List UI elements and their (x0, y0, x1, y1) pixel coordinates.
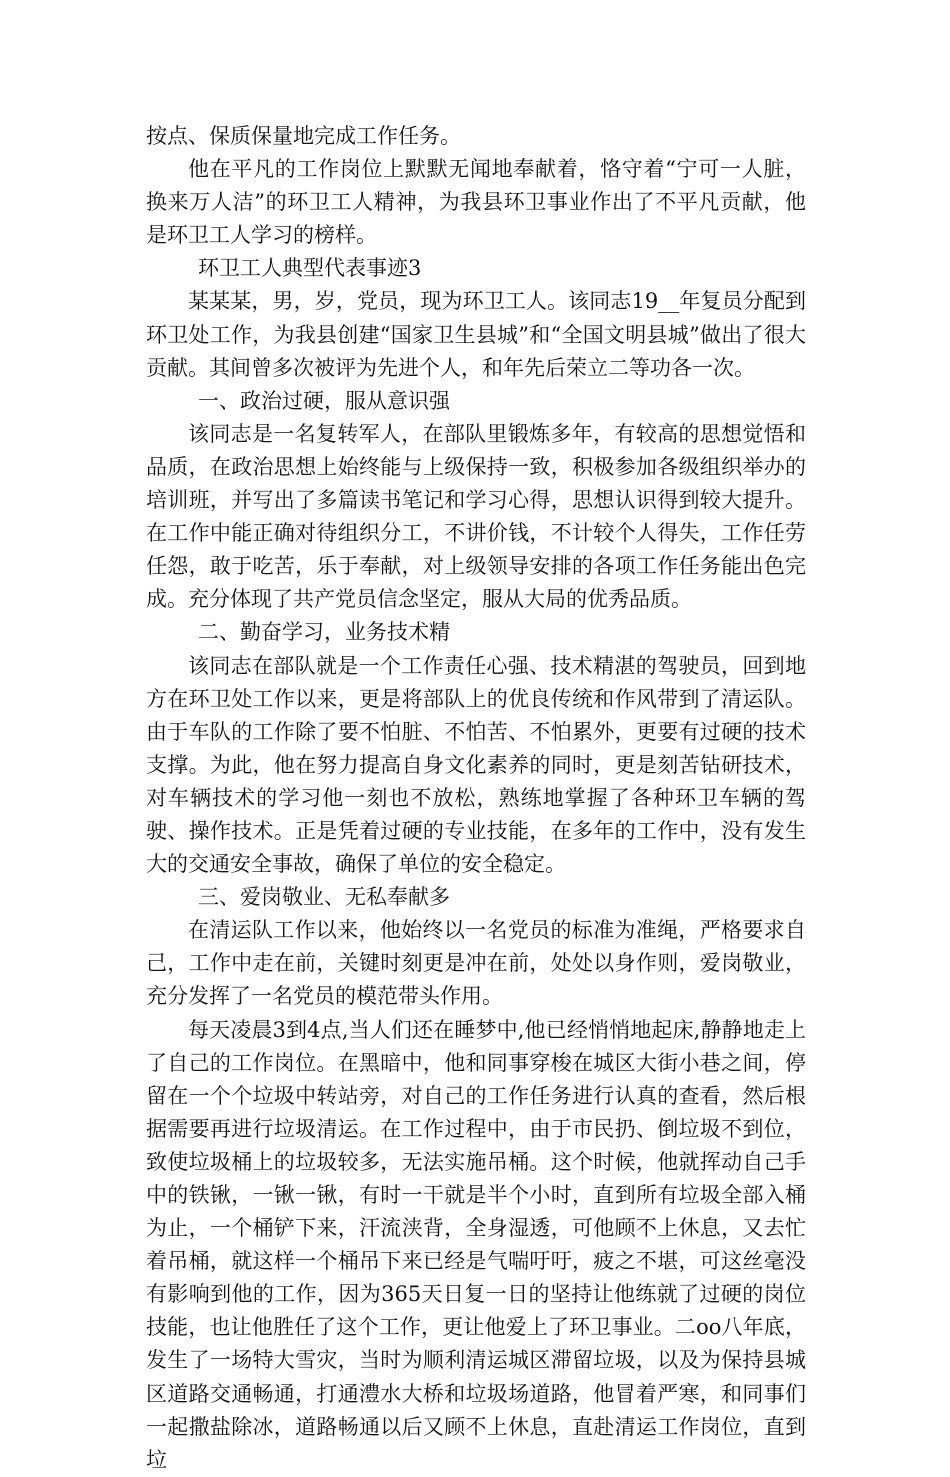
paragraph-role-model: 他在平凡的工作岗位上默默无闻地奉献着，恪守着“宁可一人脏，换来万人洁”的环卫工人精神，为我县环卫事业作出了不平凡贡献，他是环卫工人学习的榜样。 (146, 157, 806, 248)
paragraph-political: 该同志是一名复转军人，在部队里锻炼多年，有较高的思想觉悟和品质，在政治思想上始终能与上级保持一致，积极参加各级组织举办的培训班，并写出了多篇读书笔记和学习心得，思想认识得到较大提升。在工作中能正确对待组织分工，不讲价钱，不计较个人得失，工作任劳任怨，敢于吃苦，乐于奉献，对上级领导安排的各项工作任务能出色完成。充分体现了共产党员信念坚定，服从大局的优秀品质。 (146, 421, 806, 612)
document-body (146, 120, 806, 1477)
paragraph-study: 该同志在部队就是一个工作责任心强、技术精湛的驾驶员，回到地方在环卫处工作以来，更是将部队上的优良传统和作风带到了清运队。由于车队的工作除了要不怕脏、不怕苦、不怕累外，更要有过硬的技术支撑。为此，他在努力提高自身文化素养的同时，更是刻苦钻研技术，对车辆技术的学习他一刻也不放松，熟练地掌握了各种环卫车辆的驾驶、操作技术。正是凭着过硬的专业技能，在多年的工作中，没有发生大的交通安全事故，确保了单位的安全稳定。 (146, 653, 806, 877)
paragraph-profile: 某某某，男，岁，党员，现为环卫工人。该同志19__年复员分配到环卫处工作，为我县创建“国家卫生县城”和“全国文明县城”做出了很大贡献。其间曾多次被评为先进个人，和年先后荣立二等功各一次。 (146, 289, 806, 380)
heading-dedication: 三、爱岗敬业、无私奉献多 (198, 885, 450, 910)
heading-study: 二、勤奋学习，业务技术精 (198, 620, 450, 645)
paragraph-dedication: 在清运队工作以来，他始终以一名党员的标准为准绳，严格要求自己，工作中走在前，关键时刻更是冲在前，处处以身作则，爱岗敬业，充分发挥了一名党员的模范带头作用。 (146, 918, 806, 1009)
heading-political: 一、政治过硬，服从意识强 (198, 388, 450, 413)
paragraph-continuation: 按点、保质保量地完成工作任务。 (146, 124, 461, 148)
paragraph-daily-work: 每天凌晨3到4点,当人们还在睡梦中,他已经悄悄地起床,静静地走上了自己的工作岗位。在黑暗中，他和同事穿梭在城区大街小巷之间，停留在一个个垃圾中转站旁，对自己的工作任务进行认真的查看，然后根据需要再进行垃圾清运。在工作过程中，由于市民扔、倒垃圾不到位，致使垃圾桶上的垃圾较多，无法实施吊桶。这个时候，他就挥动自己手中的铁锹，一锹一锹，有时一干就是半个小时，直到所有垃圾全部入桶为止，一个桶铲下来，汗流浃背，全身湿透，可他顾不上休息，又去忙着吊桶，就这样一个桶吊下来已经是气喘吁吁，疲之不堪，可这丝毫没有影响到他的工作，因为365天日复一日的坚持让他练就了过硬的岗位技能，也让他胜任了这个工作，更让他爱上了环卫事业。二oo八年底，发生了一场特大雪灾，当时为顺利清运城区滞留垃圾，以及为保持县城区道路交通畅通，打通澧水大桥和垃圾场道路，他冒着严寒，和同事们一起撒盐除冰，道路畅通以后又顾不上休息，直赴清运工作岗位，直到垃 (146, 1017, 806, 1472)
section-title-example-3: 环卫工人典型代表事迹3 (198, 256, 422, 281)
